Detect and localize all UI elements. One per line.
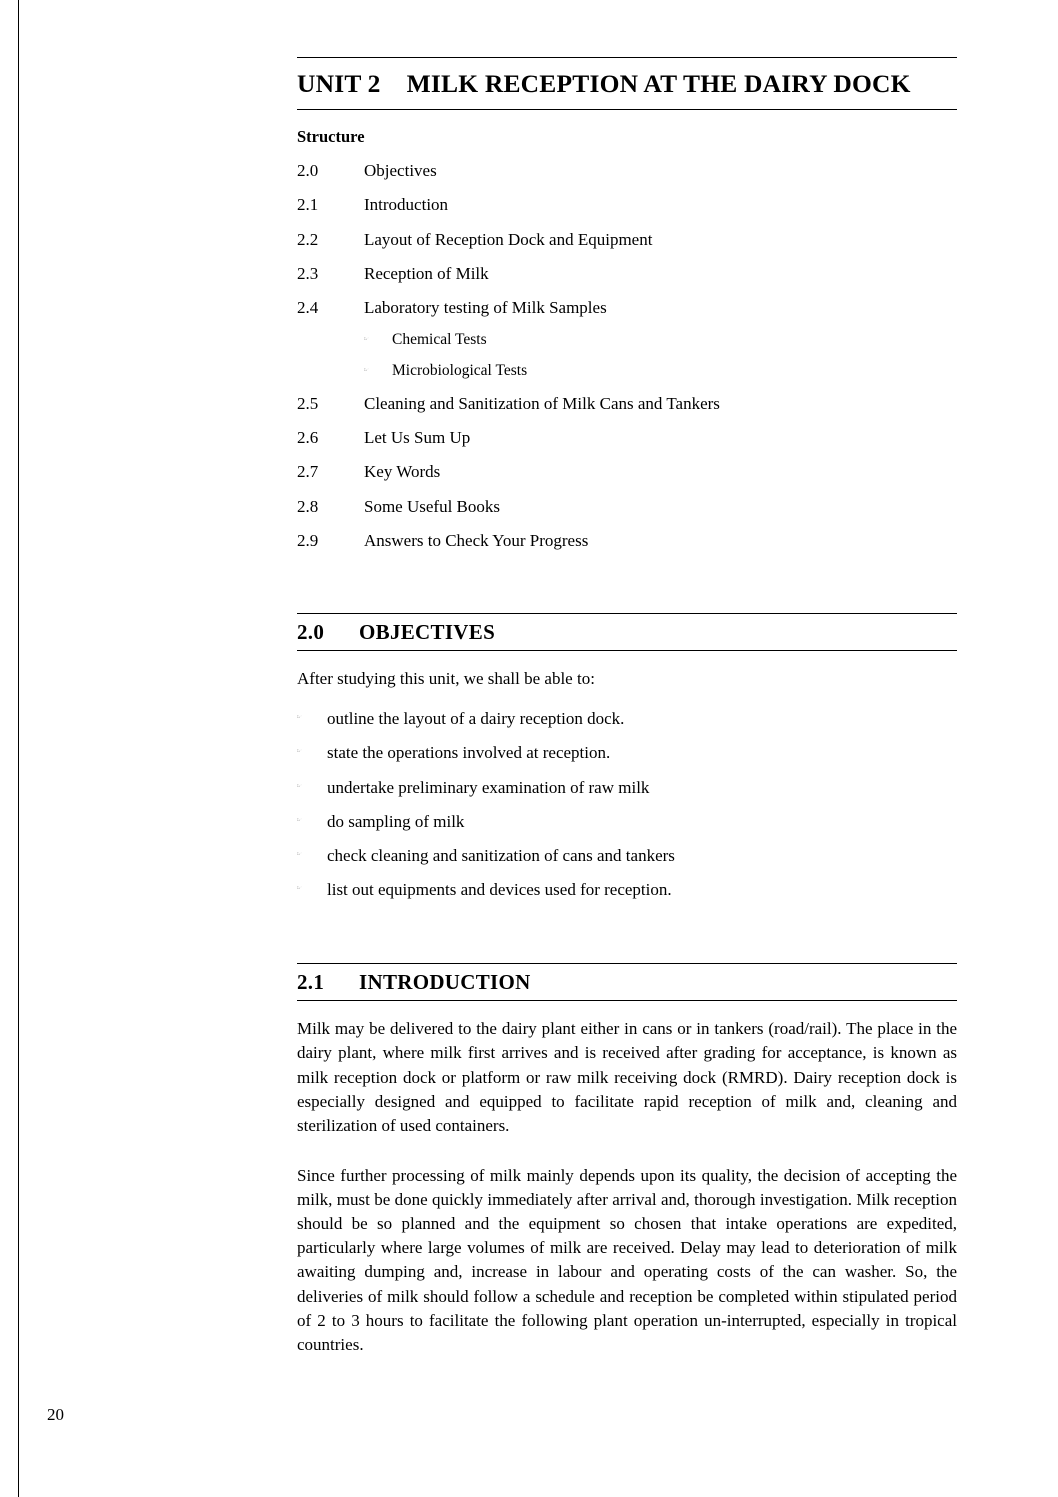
list-item xyxy=(297,523,957,557)
toc-label: Introduction xyxy=(364,195,449,215)
section-number: 2.0 xyxy=(297,620,325,645)
structure-list-continued xyxy=(297,387,957,558)
list-item xyxy=(297,222,957,256)
toc-number: 2.8 xyxy=(297,496,319,516)
objective-text: state the operations involved at reception. xyxy=(327,743,611,763)
page-edge-rule xyxy=(18,0,19,1497)
toc-label: Some Useful Books xyxy=(364,496,500,516)
list-item xyxy=(297,455,957,489)
objectives-list xyxy=(297,702,957,908)
page-number: 20 xyxy=(47,1405,64,1424)
structure-list xyxy=(297,154,957,325)
section-heading-objectives xyxy=(297,613,957,651)
page-content xyxy=(297,0,957,1357)
toc-sub-label: Chemical Tests xyxy=(392,330,487,348)
pointing-hand-icon: ☞ xyxy=(364,366,368,375)
toc-number: 2.9 xyxy=(297,530,319,550)
toc-label: Key Words xyxy=(364,462,441,482)
toc-label: Layout of Reception Dock and Equipment xyxy=(364,229,653,249)
unit-name: MILK RECEPTION AT THE DAIRY DOCK xyxy=(406,69,911,98)
toc-sub-label: Microbiological Tests xyxy=(392,361,528,379)
structure-heading: Structure xyxy=(297,126,365,146)
section-title: OBJECTIVES xyxy=(359,620,496,645)
list-item xyxy=(297,770,957,804)
list-item xyxy=(297,804,957,838)
pointing-hand-icon: ☞ xyxy=(364,335,368,344)
toc-label: Answers to Check Your Progress xyxy=(364,530,589,550)
section-title: INTRODUCTION xyxy=(359,970,531,995)
structure-sublist xyxy=(297,325,957,387)
toc-number: 2.0 xyxy=(297,161,319,181)
unit-label: UNIT 2 xyxy=(297,69,381,98)
toc-label: Cleaning and Sanitization of Milk Cans and Tankers xyxy=(364,394,720,414)
list-item xyxy=(297,154,957,188)
toc-number: 2.3 xyxy=(297,263,319,283)
toc-number: 2.1 xyxy=(297,195,319,215)
unit-heading-block xyxy=(297,57,957,110)
toc-label: Reception of Milk xyxy=(364,263,489,283)
list-item xyxy=(297,290,957,324)
list-item xyxy=(297,702,957,736)
list-item xyxy=(297,356,957,387)
list-item xyxy=(297,325,957,356)
list-item xyxy=(297,839,957,873)
introduction-paragraph-1: Milk may be delivered to the dairy plant either in cans or in tankers (road/rail). The place in the dairy plant, where milk first arrives and is received after grading for acceptance, is known as milk reception dock or platform or raw milk receiving dock (RMRD). Dairy reception dock is especially designed and equipped to facilitate rapid reception of milk and, cleaning and sterilization of used containers. xyxy=(297,1019,957,1135)
introduction-paragraph-2: Since further processing of milk mainly depends upon its quality, the decision of accepting the milk, must be done quickly immediately after arrival and, thorough investigation. Milk reception should be so planned and the equipment so chosen that intake operations are expedited, particularly where large volumes of milk are received. Delay may lead to deterioration of milk awaiting dumping and, increase in labour and operating costs of the can washer. So, the deliveries of milk should follow a schedule and reception be completed within stipulated period of 2 to 3 hours to facilitate the following plant operation un-interrupted, especially in tropical countries. xyxy=(297,1165,957,1354)
toc-number: 2.2 xyxy=(297,229,319,249)
unit-title xyxy=(297,68,957,101)
list-item xyxy=(297,387,957,421)
toc-number: 2.4 xyxy=(297,297,319,317)
toc-number: 2.6 xyxy=(297,428,319,448)
toc-number: 2.7 xyxy=(297,462,319,482)
objective-text: do sampling of milk xyxy=(327,811,465,831)
list-item xyxy=(297,489,957,523)
toc-label: Laboratory testing of Milk Samples xyxy=(364,297,607,317)
pointing-hand-icon: ☞ xyxy=(297,713,301,722)
section-number: 2.1 xyxy=(297,970,325,995)
objective-text: check cleaning and sanitization of cans and tankers xyxy=(327,846,675,866)
pointing-hand-icon: ☞ xyxy=(297,816,301,825)
section-heading-introduction xyxy=(297,963,957,1001)
toc-label: Let Us Sum Up xyxy=(364,428,471,448)
pointing-hand-icon: ☞ xyxy=(297,748,301,757)
list-item xyxy=(297,873,957,907)
objective-text: undertake preliminary examination of raw milk xyxy=(327,777,650,797)
objectives-intro-text: After studying this unit, we shall be able to: xyxy=(297,669,595,689)
pointing-hand-icon: ☞ xyxy=(297,851,301,860)
toc-label: Objectives xyxy=(364,161,437,181)
list-item xyxy=(297,736,957,770)
pointing-hand-icon: ☞ xyxy=(297,885,301,894)
list-item xyxy=(297,256,957,290)
objective-text: list out equipments and devices used for reception. xyxy=(327,880,672,900)
objective-text: outline the layout of a dairy reception dock. xyxy=(327,708,625,728)
pointing-hand-icon: ☞ xyxy=(297,782,301,791)
list-item xyxy=(297,188,957,222)
list-item xyxy=(297,421,957,455)
toc-number: 2.5 xyxy=(297,394,319,414)
